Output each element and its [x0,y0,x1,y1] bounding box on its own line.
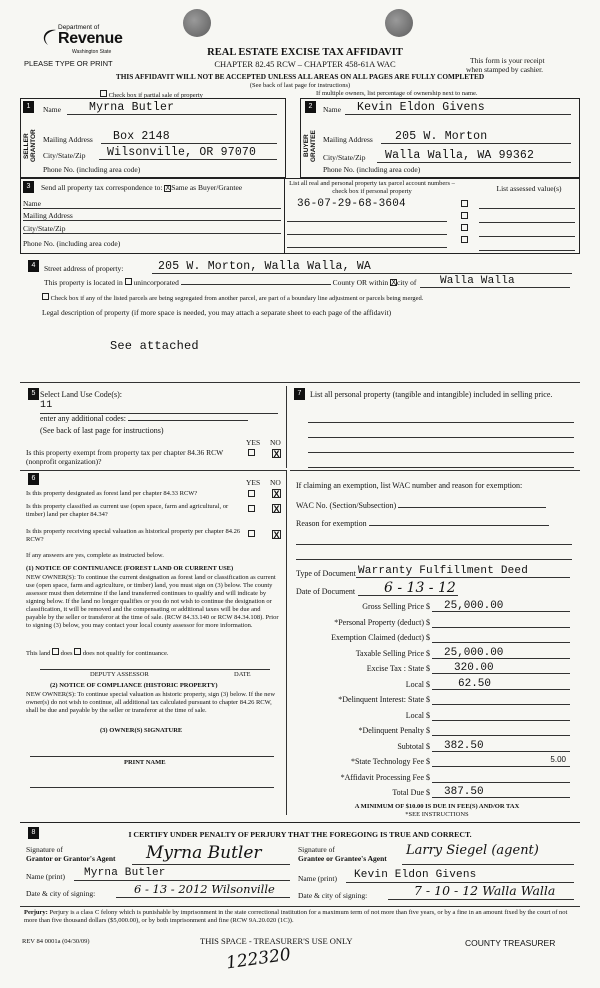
wac-row[interactable] [296,501,572,510]
buyer-side-label: BUYER GRANTEE [303,130,317,162]
grantee-signature[interactable]: Larry Siegel (agent) [402,843,574,865]
tax-row-label: *State Technology Fee $ [350,757,430,766]
dept-line: Department of [58,24,100,31]
city-of-value[interactable]: Walla Walla [420,275,570,288]
grantee-print[interactable]: Kevin Eldon Givens [346,869,574,883]
current-use-question: Is this property classified as current use (open space, farm and agricultural, or timber) land per chapter 84.34? [26,503,229,518]
unincorporated-checkbox[interactable] [125,278,132,285]
buyer-name[interactable]: Kevin Eldon Givens [345,101,571,115]
does-checkbox[interactable] [52,648,59,655]
buyer-city[interactable]: Walla Walla, WA 99362 [377,149,571,163]
section-8 [20,822,580,905]
personal-label: List all personal property (tangible and intangible) included in selling price. [310,390,553,399]
grantor-signature[interactable]: Myrna Butler [132,843,290,865]
stamp-number: 122320 [224,944,292,974]
doc-type-label: Type of Document [296,569,356,578]
section-4-bottom-rule [20,382,580,383]
doc-date[interactable]: 6 - 13 - 12 [358,580,458,596]
tax-row-value[interactable]: 387.50 [432,786,570,798]
current-use-no-checkbox[interactable] [272,504,281,513]
perjury-note [24,909,578,925]
tax-row [290,771,580,787]
grantor-date-label: Date & city of signing: [26,889,96,898]
does-not-checkbox[interactable] [74,648,81,655]
tax-row-label: Local $ [405,710,430,720]
assessed-lines [479,195,575,251]
print-name-line[interactable] [30,786,274,788]
brand: Revenue [58,30,123,47]
section-number: 4 [28,260,39,272]
tax-row-label: Excise Tax : State $ [366,664,430,673]
certify: I CERTIFY UNDER PENALTY OF PERJURY THAT THE FOREGOING IS TRUE AND CORRECT. [128,830,472,839]
perjury-label: Perjury: [24,909,48,916]
multiple-owners: If multiple owners, list percentage of ownership next to name. [316,90,478,97]
corr-phone-label: Phone No. (including area code) [23,239,121,248]
tax-row-label: *Personal Property (deduct) $ [334,617,430,627]
parcel-checkboxes [461,200,468,243]
this-land-label: This land [26,650,51,657]
grantor-print-label: Name (print) [26,872,65,881]
perjury-text: Perjury is a class C felony which is punishable by imprisonment in the state correctional institution for a maximum term of not more than five years, or by a fine in an amount fixed by the court of not more than five thousand dollars ($5,000.00), or by both imprisonment and fine (RCW 9A.20.020 (1C)). [24,909,568,924]
compliance-title: (2) NOTICE OF COMPLIANCE (HISTORIC PROPERTY) [50,682,218,689]
corr-name[interactable] [23,199,281,209]
tax-row-value[interactable]: 25,000.00 [432,647,570,659]
tax-row-value[interactable] [432,616,570,628]
seller-mail[interactable]: Box 2148 [101,130,277,144]
historic-no-check: X [273,530,280,540]
buyer-mail-label: Mailing Address [323,135,373,144]
tax-row-label: *Delinquent Interest: State $ [338,695,430,704]
section-number: 3 [23,181,34,193]
warning: THIS AFFIDAVIT WILL NOT BE ACCEPTED UNLESS ALL AREAS ON ALL PAGES ARE FULLY COMPLETED [115,72,485,81]
grantor-print[interactable]: Myrna Butler [74,867,290,881]
seller-phone-label: Phone No. (including area code) [43,165,141,174]
tax-row-label: Taxable Selling Price $ [355,648,430,658]
receipt-note-1: This form is your receipt [470,56,545,65]
corr-mail[interactable] [23,211,281,221]
seller-side-label: SELLER GRANTOR [23,129,37,163]
section-7 [290,386,580,818]
segregated-row [42,293,578,303]
doc-type[interactable]: Warranty Fulfillment Deed [356,565,570,578]
grantor-sig-label-1: Signature of [26,845,63,854]
qualify-label: qualify for continuance. [106,650,169,657]
tax-row [290,755,580,771]
personal-property-checkbox[interactable] [461,200,468,207]
yes-header: YES [246,438,261,447]
forest-yes-checkbox[interactable] [248,490,255,497]
chapter: CHAPTER 82.45 RCW – CHAPTER 458-61A WAC [214,59,396,69]
footer-rule [20,906,580,907]
continuance-title: (1) NOTICE OF CONTINUANCE (FOREST LAND OR CURRENT USE) [26,565,234,572]
located-label: This property is located in [44,278,123,287]
yes-header: YES [246,478,261,487]
tax-row [290,724,580,740]
corr-name-label: Name [23,199,41,208]
tax-row-label: Gross Selling Price $ [362,602,430,611]
current-use-no-check: X [273,504,280,514]
additional-codes[interactable] [40,414,278,423]
current-use-yes-checkbox[interactable] [248,505,255,512]
state-label: Washington State [72,49,112,55]
personal-lines [308,408,574,468]
corr-city-label: City/State/Zip [23,224,66,233]
tax-row [290,631,580,647]
tax-row [290,616,580,632]
no-header: NO [270,478,281,487]
revenue-swoosh-icon [38,26,60,48]
section-4 [20,258,580,380]
tax-row-label: Local $ [405,679,430,689]
corr-city[interactable] [23,224,281,234]
parcel-lines [287,209,447,248]
street-address[interactable]: 205 W. Morton, Walla Walla, WA [152,260,572,274]
if-yes-note: If any answers are yes, complete as instructed below. [26,552,164,559]
land-use-code[interactable]: 11 [40,400,278,414]
section-6-top-rule [20,470,286,471]
treasurer-space: THIS SPACE - TREASURER'S USE ONLY [200,936,353,946]
forest-question: Is this property designated as forest land per chapter 84.33 RCW? [26,490,198,497]
additional-label: enter any additional codes: [40,414,126,423]
exempt-question: Is this property exempt from property tax per chapter 84.36 RCW (nonprofit organization)? [26,448,224,466]
tax-row-value[interactable] [432,709,570,721]
tax-row-value[interactable]: 382.50 [432,740,570,752]
seller-name[interactable]: Myrna Butler [67,101,277,115]
revenue-logo [38,26,60,53]
seller-name-label: Name [43,105,61,114]
exemption-label: If claiming an exemption, list WAC number and reason for exemption: [296,481,523,490]
forest-no-checkbox[interactable] [272,489,281,498]
tax-row [290,786,580,802]
parcel-header: List all real and personal property tax parcel account numbers – check box if personal property [289,180,455,195]
personal-property-checkbox[interactable] [461,212,468,219]
buyer-mail[interactable]: 205 W. Morton [381,130,571,144]
section-2-buyer [300,98,580,178]
section-number: 7 [294,388,305,400]
grantor-sig-label-2: Grantor or Grantor's Agent [26,854,116,863]
see-attached: See attached [110,339,199,353]
buyer-phone-label: Phone No. (including area code) [323,165,421,174]
see-back: (See back of last page for instructions) [40,426,164,435]
buyer-name-label: Name [323,105,341,114]
buyer-city-label: City/State/Zip [323,153,366,162]
minimum-note: A MINIMUM OF $10.00 IS DUE IN FEE(S) AND/OR TAX [354,803,520,810]
street-label: Street address of property: [44,264,124,273]
tax-row [290,647,580,663]
grantee-date-label: Date & city of signing: [298,891,368,900]
historic-question: Is this property receiving special valuation as historical property per chapter 84.26 RCW? [26,528,241,543]
send-label [41,183,242,192]
tax-row-label: *Affidavit Processing Fee $ [340,772,430,782]
deputy-label: DEPUTY ASSESSOR [90,671,149,678]
exempt-no-check: X [273,449,280,459]
section-number: 8 [28,827,39,839]
compliance-text: NEW OWNER(S): To continue special valuation as historic property, sign (3) below. If the new owner(s) do not wish to continue, all additional tax calculated pursuant to chapter 84.26 RCW, shall be due and payable by the seller or transferor at the time of sale. [26,691,276,714]
owner-signature-label: (3) OWNER(S) SIGNATURE [100,727,183,734]
land-use-label: Select Land Use Code(s): [40,390,122,399]
corr-phone[interactable] [23,239,120,248]
unincorporated-label: unincorporated [133,278,179,287]
section-number: 6 [28,473,39,485]
parcel-number[interactable]: 36-07-29-68-3604 [297,198,406,210]
date-label: DATE [234,671,251,678]
tax-row-value[interactable] [432,631,570,643]
historic-yes-checkbox[interactable] [248,530,255,537]
tax-row-label: Subtotal $ [397,741,430,751]
seller-city[interactable]: Wilsonville, OR 97070 [99,146,277,160]
see-instructions: *SEE INSTRUCTIONS [405,811,469,818]
continuance-text: NEW OWNER(S): To continue the current designation as forest land or classification as current use (open space, farm and agriculture, or timber) land, you must sign on (3) below. The county assessor must then determine if the land transferred continues to qualify and will indicate by signing below. If the land no longer qualifies or you do not wish to continue the designation or classification, it will be removed and the compensating or additional taxes will be due and payable by the seller or transferor at the time of sale. (RCW 84.33.140 or RCW 84.34.108). Prior to signing (3) below, you may contact your local county assessor for more information. [26,574,279,629]
partial-sale-checkbox[interactable] [100,90,107,97]
print-name-label: PRINT NAME [124,759,166,766]
continuance-row [26,648,169,658]
tax-row-value[interactable]: 62.50 [432,678,570,690]
same-as-label: Same as Buyer/Grantee [171,183,243,192]
tax-row [290,678,580,694]
tax-row-label: *Delinquent Penalty $ [358,726,430,735]
section-6 [20,470,287,815]
partial-sale-label: Check box if partial sale of property [108,92,203,99]
doc-date-label: Date of Document [296,587,356,596]
exempt-yes-checkbox[interactable] [248,449,255,456]
grantor-date[interactable]: 6 - 13 - 2012 Wilsonville [116,882,290,898]
punch-hole-right [385,9,413,37]
historic-no-checkbox[interactable] [272,530,281,539]
segregated-checkbox[interactable] [42,293,49,300]
tax-row-label: Total Due $ [392,788,430,797]
segregated-label: Check box if any of the listed parcels are being segregated from another parcel, are part of a boundary line adjustment or parcels being merged. [50,295,424,302]
legal-label: Legal description of property (if more space is needed, you may attach a separate sheet to each page of the affidavit) [42,308,392,317]
reason-row[interactable] [296,519,572,528]
section-number: 2 [305,101,316,113]
grantee-date[interactable]: 7 - 10 - 12 Walla Walla [388,883,574,900]
tax-row [290,740,580,756]
tax-row-value[interactable]: 320.00 [432,662,570,674]
tax-row-value[interactable] [432,693,570,705]
personal-property-checkbox[interactable] [461,236,468,243]
deputy-line[interactable] [40,668,270,670]
exempt-no-checkbox[interactable] [272,449,281,458]
does-not-label: does not [82,650,105,657]
reason-line-3[interactable] [296,558,572,560]
tax-row-value[interactable]: 5.00 [432,755,570,767]
tax-row [290,600,580,616]
reason-label: Reason for exemption [296,519,367,528]
tax-row-value[interactable] [432,771,570,783]
section-3 [20,178,580,254]
tax-row-value[interactable]: 25,000.00 [432,600,570,612]
seller-mail-label: Mailing Address [43,135,93,144]
section-1-seller [20,98,286,178]
wac-label: WAC No. (Section/Subsection) [296,501,397,510]
same-as-check: X [165,185,171,192]
seller-city-label: City/State/Zip [43,151,86,160]
tax-row-value[interactable] [432,724,570,736]
reason-line-2[interactable] [296,543,572,545]
send-label-text: Send all property tax correspondence to: [41,183,163,192]
corr-mail-label: Mailing Address [23,211,73,220]
please-type: PLEASE TYPE OR PRINT [24,59,113,68]
tax-row [290,693,580,709]
section-number: 1 [23,101,34,113]
personal-property-checkbox[interactable] [461,224,468,231]
does-label: does [60,650,73,657]
county-or-label: County OR within [332,278,389,287]
back-note: (See back of last page for instructions) [249,82,351,89]
form-revision: REV 84 0001a (04/30/09) [22,938,90,945]
county-treasurer: COUNTY TREASURER [465,938,556,948]
tax-row [290,709,580,725]
owner-sig-line[interactable] [30,755,274,757]
city-checkbox[interactable] [390,279,397,286]
grantee-print-label: Name (print) [298,874,337,883]
section-3-divider [284,179,285,253]
grantee-sig-label-2: Grantee or Grantee's Agent [298,854,387,863]
city-of-label: city of [396,278,417,287]
receipt-note-2: when stamped by cashier. [466,65,544,74]
forest-no-check: X [273,489,280,499]
no-header: NO [270,438,281,447]
tax-row [290,662,580,678]
city-check: X [390,278,397,287]
punch-hole-left [183,9,211,37]
section-number: 5 [28,388,39,400]
section-7-divider [290,470,580,471]
assessed-header: List assessed value(s) [496,184,562,193]
grantee-sig-label-1: Signature of [298,845,335,854]
form-title: REAL ESTATE EXCISE TAX AFFIDAVIT [207,47,403,58]
section-5 [20,386,287,468]
tax-row-label: Exemption Claimed (deduct) $ [331,633,430,642]
